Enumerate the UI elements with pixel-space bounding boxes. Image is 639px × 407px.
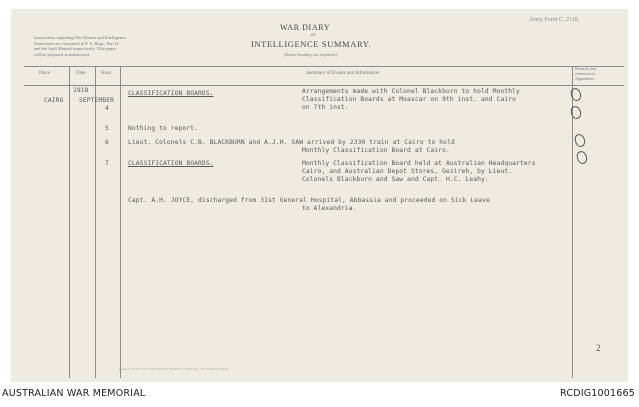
col-place: Place [39,71,50,76]
handwritten-mark [574,133,587,148]
entry-text [302,88,520,113]
place: CAIRO [44,97,64,104]
instructions-line: will be prepared in manuscript. [34,51,91,57]
column-divider-place [69,66,70,378]
instructions-line: Summaries are contained in F. S. Regs., Part II. [34,40,120,46]
table-top-rule [24,66,624,67]
entry-date: 4 [105,105,109,112]
page-number: 2 [596,343,601,353]
entry-line: Lieut. Colonels C.B. BLACKBURN and A.J.H. SAW arrived by 2330 train at Cairo to hold [128,139,455,146]
year: 1918 [73,87,89,94]
entry-date: 7 [105,160,109,167]
entry-heading: CLASSIFICATION BOARDS. [128,90,214,97]
entry-text [128,197,490,213]
col-remarks-line: Remarks and [575,66,596,71]
archive-footer [0,382,639,407]
printer-imprint: Forms/C.2118/13. Wt. W4141/M1160 750,000 5/17 D.D. & L., Ltd. Forms/C2118/14. [119,367,229,371]
diary-title: WAR DIARY [280,23,331,32]
col-remarks-line: references to [575,70,596,76]
month: SEPTEMBER [79,97,115,104]
entry-line: Arrangements made with Colonel Blackburn to hold Monthly [302,88,520,95]
col-remarks-line: Appendices [575,75,594,81]
entry-line: Capt. A.H. JOYCE, discharged from 31st General Hospital, Abbassia and proceeded on Sick Leave [128,197,490,204]
entry-line: Monthly Classification Board at Cairo. [302,147,450,155]
entry-date: 5 [105,125,109,132]
title-or: or [311,33,316,38]
entry-text [128,139,455,155]
entry-line: Classification Boards at Moascar on 9th inst. and Cairo [302,96,517,104]
army-form-number: Army Form C. 2118. [529,17,580,23]
entry-heading: CLASSIFICATION BOARDS. [128,160,214,167]
entry-line: Cairo, and Australian Depot Stores, Gezireh, by Lieut. [302,168,513,176]
col-summary: Summary of Events and Information [306,71,380,76]
erase-note: (Erase heading not required.) [284,52,338,57]
entry-line: Nothing to report. [128,125,199,132]
column-divider-date [95,66,96,378]
entry-line: to Alexandria. [302,205,357,213]
col-remarks [575,67,596,81]
entry-text [302,160,535,185]
archive-name: AUSTRALIAN WAR MEMORIAL [2,388,146,399]
entry-text [128,125,198,132]
header-bottom-rule [24,85,624,86]
entry-line: Colonels Blackburn and Saw and Capt. H.C. Leahy. [302,176,489,184]
summary-title: INTELLIGENCE SUMMARY. [251,39,372,49]
entry-date: 6 [105,139,109,146]
instructions-block [34,35,126,57]
diary-page [12,10,627,382]
handwritten-mark [576,150,589,165]
column-divider-hour [120,66,121,378]
entry-line: on 7th inst. [302,104,349,112]
instructions-line: and the Staff Manual respectively. Title pages [34,46,117,52]
col-date: Date [76,71,86,76]
col-hour: Hour [101,71,112,76]
entry-line: Monthly Classification Board held at Australian Headquarters [302,160,536,167]
record-id: RCDIG1001665 [560,388,635,399]
instructions-line: Instructions regarding War Diaries and Intelligence [34,35,127,40]
